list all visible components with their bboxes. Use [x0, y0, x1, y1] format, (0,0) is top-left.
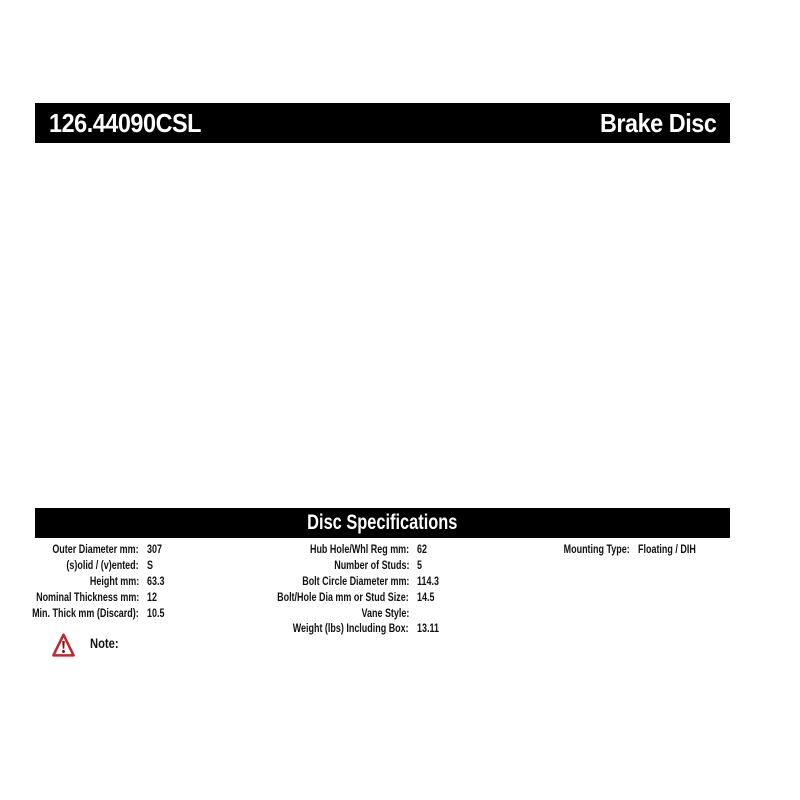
spec-value: S [147, 560, 153, 573]
spec-row-hub-hole [219, 543, 445, 559]
spec-row-bolt-hole-dia [219, 590, 445, 606]
part-number: 126.44090CSL [49, 107, 202, 138]
spec-row-nominal-thickness [0, 590, 169, 606]
product-title: Brake Disc [599, 107, 716, 138]
section-bar [35, 508, 730, 538]
spec-value: 114.3 [417, 575, 439, 588]
spec-value: 10.5 [147, 607, 165, 620]
spec-label: Min. Thick mm (Discard): [32, 607, 139, 620]
spec-value: 12 [147, 591, 157, 604]
spec-label: Bolt Circle Diameter mm: [301, 575, 409, 588]
spec-label: Number of Studs: [333, 560, 409, 573]
spec-row-vane-style [219, 606, 445, 622]
spec-value: 62 [417, 544, 427, 557]
section-title: Disc Specifications [307, 511, 458, 534]
spec-label: Vane Style: [361, 607, 409, 620]
spec-label: Outer Diameter mm: [52, 544, 139, 557]
spec-column-middle [219, 543, 445, 638]
spec-row-number-of-studs [219, 558, 445, 574]
title-bar [35, 103, 730, 143]
spec-value: 14.5 [417, 591, 435, 604]
spec-label: Height mm: [89, 575, 139, 588]
spec-value: 63.3 [147, 575, 165, 588]
warning-triangle-icon [52, 633, 75, 658]
spec-column-left [0, 543, 169, 622]
spec-row-height [0, 574, 169, 590]
spec-label: Hub Hole/Whl Reg mm: [309, 544, 409, 557]
spec-row-outer-diameter [0, 543, 169, 559]
spec-label: Weight (lbs) Including Box: [293, 623, 409, 636]
spec-row-bolt-circle-diameter [219, 574, 445, 590]
spec-row-mounting-type [520, 543, 712, 559]
spec-value: 307 [147, 544, 162, 557]
spec-row-solid-vented [0, 558, 169, 574]
spec-row-weight [219, 621, 445, 637]
spec-value: 13.11 [417, 623, 439, 636]
note-label: Note: [90, 635, 119, 651]
spec-column-right [520, 543, 712, 559]
spec-label: Nominal Thickness mm: [35, 591, 139, 604]
spec-label: Mounting Type: [563, 544, 630, 557]
spec-label: Bolt/Hole Dia mm or Stud Size: [277, 591, 409, 604]
spec-row-min-thick [0, 606, 169, 622]
spec-value: 5 [417, 560, 422, 573]
spec-label: (s)olid / (v)ented: [66, 560, 139, 573]
spec-value: Floating / DIH [638, 544, 696, 557]
